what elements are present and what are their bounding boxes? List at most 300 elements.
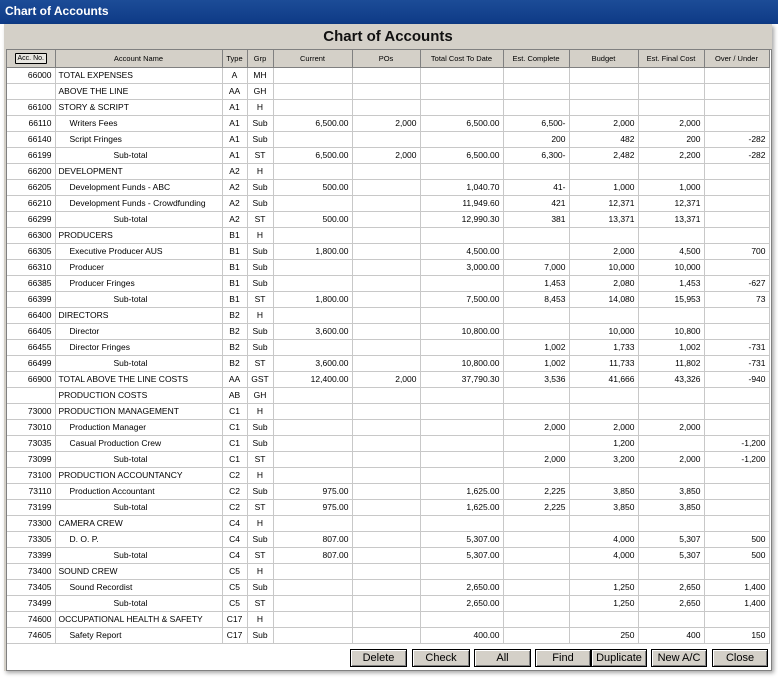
cell-total-cost-to-date[interactable] [420, 436, 503, 452]
cell-acc-no[interactable]: 73300 [7, 516, 55, 532]
cell-grp[interactable]: GH [247, 388, 273, 404]
cell-est-complete[interactable] [503, 308, 569, 324]
cell-est-final-cost[interactable]: 3,850 [638, 500, 704, 516]
cell-acc-no[interactable]: 73035 [7, 436, 55, 452]
cell-current[interactable] [273, 452, 352, 468]
cell-grp[interactable]: H [247, 164, 273, 180]
cell-total-cost-to-date[interactable] [420, 340, 503, 356]
cell-grp[interactable]: GST [247, 372, 273, 388]
cell-total-cost-to-date[interactable]: 1,040.70 [420, 180, 503, 196]
cell-account-name[interactable]: Sub-total [55, 148, 222, 164]
cell-grp[interactable]: ST [247, 548, 273, 564]
cell-est-complete[interactable]: 2,225 [503, 500, 569, 516]
cell-pos[interactable] [352, 516, 420, 532]
cell-account-name[interactable]: TOTAL ABOVE THE LINE COSTS [55, 372, 222, 388]
cell-est-final-cost[interactable] [638, 564, 704, 580]
cell-account-name[interactable]: Producer Fringes [55, 276, 222, 292]
cell-over-under[interactable] [704, 212, 769, 228]
cell-pos[interactable] [352, 452, 420, 468]
cell-account-name[interactable]: D. O. P. [55, 532, 222, 548]
cell-est-complete[interactable] [503, 548, 569, 564]
cell-account-name[interactable]: Sub-total [55, 452, 222, 468]
cell-est-final-cost[interactable]: 10,800 [638, 324, 704, 340]
cell-grp[interactable]: H [247, 564, 273, 580]
cell-total-cost-to-date[interactable]: 5,307.00 [420, 548, 503, 564]
cell-budget[interactable]: 2,482 [569, 148, 638, 164]
cell-budget[interactable] [569, 84, 638, 100]
cell-account-name[interactable]: Director Fringes [55, 340, 222, 356]
cell-account-name[interactable]: Production Accountant [55, 484, 222, 500]
cell-account-name[interactable]: Development Funds - Crowdfunding [55, 196, 222, 212]
cell-acc-no[interactable]: 66000 [7, 68, 55, 84]
cell-pos[interactable] [352, 548, 420, 564]
cell-budget[interactable]: 250 [569, 628, 638, 644]
cell-acc-no[interactable]: 73499 [7, 596, 55, 612]
cell-type[interactable]: A [222, 68, 247, 84]
cell-est-final-cost[interactable] [638, 68, 704, 84]
cell-est-complete[interactable] [503, 516, 569, 532]
cell-pos[interactable] [352, 84, 420, 100]
cell-current[interactable] [273, 100, 352, 116]
cell-total-cost-to-date[interactable]: 37,790.30 [420, 372, 503, 388]
cell-est-complete[interactable] [503, 628, 569, 644]
table-row[interactable] [7, 628, 769, 644]
cell-current[interactable]: 500.00 [273, 212, 352, 228]
cell-est-complete[interactable]: 1,002 [503, 356, 569, 372]
table-row[interactable] [7, 516, 769, 532]
cell-budget[interactable]: 2,000 [569, 420, 638, 436]
column-header-acc-no[interactable] [7, 50, 55, 68]
cell-over-under[interactable] [704, 484, 769, 500]
cell-acc-no[interactable]: 66399 [7, 292, 55, 308]
cell-total-cost-to-date[interactable] [420, 164, 503, 180]
cell-est-final-cost[interactable]: 43,326 [638, 372, 704, 388]
cell-account-name[interactable]: Director [55, 324, 222, 340]
cell-pos[interactable]: 2,000 [352, 148, 420, 164]
new-ac-button[interactable]: New A/C [651, 649, 707, 667]
cell-account-name[interactable]: Sub-total [55, 292, 222, 308]
cell-type[interactable]: C17 [222, 612, 247, 628]
cell-budget[interactable]: 3,200 [569, 452, 638, 468]
table-row[interactable] [7, 164, 769, 180]
delete-button[interactable]: Delete [350, 649, 407, 667]
cell-pos[interactable] [352, 356, 420, 372]
cell-over-under[interactable]: 1,400 [704, 596, 769, 612]
table-row[interactable] [7, 468, 769, 484]
cell-current[interactable]: 1,800.00 [273, 244, 352, 260]
cell-account-name[interactable]: Casual Production Crew [55, 436, 222, 452]
cell-grp[interactable]: Sub [247, 532, 273, 548]
cell-current[interactable] [273, 596, 352, 612]
cell-total-cost-to-date[interactable]: 4,500.00 [420, 244, 503, 260]
cell-grp[interactable]: H [247, 404, 273, 420]
cell-budget[interactable]: 3,850 [569, 484, 638, 500]
cell-type[interactable]: A1 [222, 116, 247, 132]
cell-account-name[interactable]: Development Funds - ABC [55, 180, 222, 196]
window-title-bar[interactable] [0, 0, 778, 24]
cell-total-cost-to-date[interactable]: 6,500.00 [420, 148, 503, 164]
cell-pos[interactable] [352, 580, 420, 596]
cell-total-cost-to-date[interactable] [420, 276, 503, 292]
cell-est-complete[interactable] [503, 468, 569, 484]
cell-est-final-cost[interactable] [638, 516, 704, 532]
cell-acc-no[interactable]: 66299 [7, 212, 55, 228]
cell-budget[interactable] [569, 468, 638, 484]
table-row[interactable] [7, 196, 769, 212]
cell-est-final-cost[interactable]: 13,371 [638, 212, 704, 228]
cell-current[interactable] [273, 420, 352, 436]
cell-account-name[interactable]: Sub-total [55, 356, 222, 372]
cell-grp[interactable]: H [247, 228, 273, 244]
cell-account-name[interactable]: Sub-total [55, 548, 222, 564]
cell-grp[interactable]: ST [247, 292, 273, 308]
cell-total-cost-to-date[interactable]: 3,000.00 [420, 260, 503, 276]
cell-budget[interactable]: 4,000 [569, 532, 638, 548]
table-row[interactable] [7, 340, 769, 356]
cell-grp[interactable]: ST [247, 148, 273, 164]
table-row[interactable] [7, 180, 769, 196]
cell-account-name[interactable]: PRODUCTION ACCOUNTANCY [55, 468, 222, 484]
cell-current[interactable] [273, 164, 352, 180]
cell-pos[interactable] [352, 196, 420, 212]
cell-over-under[interactable] [704, 420, 769, 436]
cell-grp[interactable]: H [247, 612, 273, 628]
cell-current[interactable] [273, 516, 352, 532]
column-header-over-under[interactable]: Over / Under [704, 50, 769, 68]
cell-over-under[interactable] [704, 468, 769, 484]
cell-over-under[interactable] [704, 612, 769, 628]
cell-current[interactable] [273, 388, 352, 404]
cell-type[interactable]: B1 [222, 228, 247, 244]
acc-no-sort-button[interactable]: Acc. No. [15, 53, 47, 64]
cell-acc-no[interactable]: 66210 [7, 196, 55, 212]
cell-over-under[interactable] [704, 228, 769, 244]
cell-current[interactable]: 6,500.00 [273, 148, 352, 164]
table-row[interactable] [7, 596, 769, 612]
cell-current[interactable]: 6,500.00 [273, 116, 352, 132]
table-row[interactable] [7, 612, 769, 628]
cell-est-final-cost[interactable]: 1,000 [638, 180, 704, 196]
cell-pos[interactable]: 2,000 [352, 116, 420, 132]
table-row[interactable] [7, 260, 769, 276]
cell-grp[interactable]: Sub [247, 244, 273, 260]
cell-current[interactable] [273, 628, 352, 644]
cell-budget[interactable]: 4,000 [569, 548, 638, 564]
cell-est-complete[interactable] [503, 228, 569, 244]
cell-type[interactable]: C4 [222, 548, 247, 564]
cell-over-under[interactable] [704, 196, 769, 212]
cell-est-complete[interactable] [503, 100, 569, 116]
cell-grp[interactable]: Sub [247, 324, 273, 340]
cell-acc-no[interactable]: 73405 [7, 580, 55, 596]
cell-acc-no[interactable]: 73305 [7, 532, 55, 548]
cell-pos[interactable] [352, 628, 420, 644]
cell-current[interactable]: 12,400.00 [273, 372, 352, 388]
cell-total-cost-to-date[interactable]: 2,650.00 [420, 580, 503, 596]
cell-budget[interactable]: 1,000 [569, 180, 638, 196]
cell-over-under[interactable]: 500 [704, 548, 769, 564]
cell-est-final-cost[interactable]: 400 [638, 628, 704, 644]
cell-budget[interactable]: 10,000 [569, 324, 638, 340]
cell-est-final-cost[interactable]: 10,000 [638, 260, 704, 276]
cell-acc-no[interactable]: 66300 [7, 228, 55, 244]
table-row[interactable] [7, 212, 769, 228]
table-row[interactable] [7, 148, 769, 164]
cell-est-complete[interactable] [503, 532, 569, 548]
column-header-pos[interactable]: POs [352, 50, 420, 68]
table-row[interactable] [7, 244, 769, 260]
cell-est-final-cost[interactable]: 5,307 [638, 548, 704, 564]
cell-pos[interactable] [352, 500, 420, 516]
cell-type[interactable]: B2 [222, 340, 247, 356]
cell-total-cost-to-date[interactable]: 7,500.00 [420, 292, 503, 308]
cell-est-complete[interactable]: 1,002 [503, 340, 569, 356]
column-header-est-complete[interactable]: Est. Complete [503, 50, 569, 68]
cell-type[interactable]: B1 [222, 260, 247, 276]
cell-acc-no[interactable]: 73400 [7, 564, 55, 580]
cell-account-name[interactable]: Sound Recordist [55, 580, 222, 596]
cell-pos[interactable] [352, 308, 420, 324]
cell-account-name[interactable]: CAMERA CREW [55, 516, 222, 532]
cell-total-cost-to-date[interactable] [420, 468, 503, 484]
cell-est-final-cost[interactable] [638, 612, 704, 628]
cell-est-complete[interactable] [503, 324, 569, 340]
cell-pos[interactable] [352, 100, 420, 116]
cell-total-cost-to-date[interactable] [420, 452, 503, 468]
cell-grp[interactable]: Sub [247, 196, 273, 212]
cell-pos[interactable] [352, 260, 420, 276]
cell-budget[interactable] [569, 164, 638, 180]
cell-total-cost-to-date[interactable]: 6,500.00 [420, 116, 503, 132]
cell-over-under[interactable] [704, 116, 769, 132]
column-header-type[interactable]: Type [222, 50, 247, 68]
cell-grp[interactable]: MH [247, 68, 273, 84]
cell-over-under[interactable]: -731 [704, 356, 769, 372]
cell-est-final-cost[interactable]: 11,802 [638, 356, 704, 372]
cell-acc-no[interactable]: 73199 [7, 500, 55, 516]
cell-est-complete[interactable]: 8,453 [503, 292, 569, 308]
table-row[interactable] [7, 532, 769, 548]
cell-est-complete[interactable] [503, 164, 569, 180]
cell-over-under[interactable] [704, 564, 769, 580]
cell-budget[interactable]: 10,000 [569, 260, 638, 276]
cell-est-final-cost[interactable]: 3,850 [638, 484, 704, 500]
table-row[interactable] [7, 292, 769, 308]
cell-est-complete[interactable]: 41- [503, 180, 569, 196]
cell-acc-no[interactable]: 73399 [7, 548, 55, 564]
cell-current[interactable]: 807.00 [273, 548, 352, 564]
cell-over-under[interactable] [704, 308, 769, 324]
cell-pos[interactable]: 2,000 [352, 372, 420, 388]
cell-type[interactable]: A2 [222, 180, 247, 196]
cell-est-complete[interactable]: 6,300- [503, 148, 569, 164]
cell-type[interactable]: B2 [222, 324, 247, 340]
cell-current[interactable] [273, 436, 352, 452]
cell-over-under[interactable] [704, 260, 769, 276]
cell-est-final-cost[interactable] [638, 404, 704, 420]
cell-type[interactable]: B2 [222, 308, 247, 324]
cell-grp[interactable]: Sub [247, 580, 273, 596]
table-row[interactable] [7, 276, 769, 292]
table-row[interactable] [7, 452, 769, 468]
cell-type[interactable]: AB [222, 388, 247, 404]
cell-over-under[interactable]: -1,200 [704, 452, 769, 468]
cell-over-under[interactable] [704, 164, 769, 180]
cell-total-cost-to-date[interactable] [420, 564, 503, 580]
table-row[interactable] [7, 500, 769, 516]
cell-budget[interactable] [569, 404, 638, 420]
cell-est-final-cost[interactable]: 2,200 [638, 148, 704, 164]
cell-type[interactable]: B1 [222, 276, 247, 292]
cell-total-cost-to-date[interactable]: 2,650.00 [420, 596, 503, 612]
cell-est-final-cost[interactable]: 2,650 [638, 580, 704, 596]
cell-type[interactable]: A2 [222, 164, 247, 180]
cell-type[interactable]: C1 [222, 436, 247, 452]
cell-over-under[interactable] [704, 500, 769, 516]
cell-acc-no[interactable]: 66455 [7, 340, 55, 356]
cell-type[interactable]: C17 [222, 628, 247, 644]
cell-grp[interactable]: Sub [247, 484, 273, 500]
cell-type[interactable]: A1 [222, 100, 247, 116]
cell-est-final-cost[interactable]: 2,650 [638, 596, 704, 612]
cell-pos[interactable] [352, 564, 420, 580]
table-row[interactable] [7, 564, 769, 580]
cell-budget[interactable]: 12,371 [569, 196, 638, 212]
cell-account-name[interactable]: Sub-total [55, 500, 222, 516]
cell-est-complete[interactable] [503, 580, 569, 596]
cell-type[interactable]: C1 [222, 420, 247, 436]
cell-est-complete[interactable]: 1,453 [503, 276, 569, 292]
cell-over-under[interactable]: -282 [704, 148, 769, 164]
cell-grp[interactable]: ST [247, 212, 273, 228]
cell-est-final-cost[interactable] [638, 436, 704, 452]
cell-acc-no[interactable] [7, 84, 55, 100]
cell-grp[interactable]: Sub [247, 340, 273, 356]
cell-budget[interactable]: 41,666 [569, 372, 638, 388]
table-row[interactable] [7, 308, 769, 324]
check-button[interactable]: Check [412, 649, 470, 667]
cell-total-cost-to-date[interactable]: 11,949.60 [420, 196, 503, 212]
duplicate-button[interactable]: Duplicate [591, 649, 647, 667]
cell-grp[interactable]: Sub [247, 276, 273, 292]
cell-budget[interactable]: 482 [569, 132, 638, 148]
cell-account-name[interactable]: Sub-total [55, 596, 222, 612]
cell-total-cost-to-date[interactable] [420, 516, 503, 532]
cell-grp[interactable]: H [247, 468, 273, 484]
close-button[interactable]: Close [712, 649, 768, 667]
cell-grp[interactable]: H [247, 308, 273, 324]
cell-type[interactable]: C4 [222, 532, 247, 548]
cell-acc-no[interactable]: 73100 [7, 468, 55, 484]
cell-acc-no[interactable]: 66499 [7, 356, 55, 372]
cell-pos[interactable] [352, 180, 420, 196]
cell-est-final-cost[interactable]: 2,000 [638, 116, 704, 132]
cell-type[interactable]: C1 [222, 404, 247, 420]
cell-grp[interactable]: ST [247, 596, 273, 612]
cell-pos[interactable] [352, 612, 420, 628]
table-row[interactable] [7, 116, 769, 132]
cell-budget[interactable]: 1,250 [569, 596, 638, 612]
cell-total-cost-to-date[interactable]: 12,990.30 [420, 212, 503, 228]
cell-current[interactable] [273, 132, 352, 148]
cell-total-cost-to-date[interactable]: 1,625.00 [420, 484, 503, 500]
cell-current[interactable] [273, 228, 352, 244]
cell-type[interactable]: C5 [222, 596, 247, 612]
cell-est-complete[interactable] [503, 68, 569, 84]
cell-budget[interactable] [569, 228, 638, 244]
cell-budget[interactable] [569, 564, 638, 580]
table-row[interactable] [7, 420, 769, 436]
cell-total-cost-to-date[interactable] [420, 68, 503, 84]
cell-est-complete[interactable]: 2,000 [503, 420, 569, 436]
cell-current[interactable]: 975.00 [273, 484, 352, 500]
cell-over-under[interactable]: -1,200 [704, 436, 769, 452]
cell-est-final-cost[interactable] [638, 84, 704, 100]
cell-current[interactable]: 3,600.00 [273, 356, 352, 372]
cell-pos[interactable] [352, 468, 420, 484]
cell-account-name[interactable]: ABOVE THE LINE [55, 84, 222, 100]
cell-account-name[interactable]: Safety Report [55, 628, 222, 644]
cell-type[interactable]: A2 [222, 196, 247, 212]
cell-total-cost-to-date[interactable] [420, 420, 503, 436]
cell-acc-no[interactable]: 66310 [7, 260, 55, 276]
cell-est-final-cost[interactable]: 200 [638, 132, 704, 148]
cell-acc-no[interactable]: 66400 [7, 308, 55, 324]
cell-acc-no[interactable]: 66305 [7, 244, 55, 260]
cell-current[interactable]: 975.00 [273, 500, 352, 516]
cell-pos[interactable] [352, 276, 420, 292]
table-row[interactable] [7, 228, 769, 244]
cell-over-under[interactable] [704, 180, 769, 196]
cell-over-under[interactable]: -282 [704, 132, 769, 148]
cell-est-complete[interactable] [503, 596, 569, 612]
table-row[interactable] [7, 324, 769, 340]
cell-pos[interactable] [352, 484, 420, 500]
cell-budget[interactable]: 3,850 [569, 500, 638, 516]
cell-grp[interactable]: Sub [247, 628, 273, 644]
column-header-account-name[interactable]: Account Name [55, 50, 222, 68]
cell-grp[interactable]: H [247, 100, 273, 116]
table-row[interactable] [7, 484, 769, 500]
cell-budget[interactable] [569, 388, 638, 404]
cell-type[interactable]: A1 [222, 132, 247, 148]
cell-acc-no[interactable]: 66205 [7, 180, 55, 196]
cell-pos[interactable] [352, 244, 420, 260]
cell-est-complete[interactable] [503, 404, 569, 420]
cell-grp[interactable]: Sub [247, 116, 273, 132]
cell-current[interactable]: 3,600.00 [273, 324, 352, 340]
cell-account-name[interactable]: TOTAL EXPENSES [55, 68, 222, 84]
cell-account-name[interactable]: DIRECTORS [55, 308, 222, 324]
cell-grp[interactable]: ST [247, 500, 273, 516]
cell-over-under[interactable] [704, 100, 769, 116]
all-button[interactable]: All [474, 649, 531, 667]
cell-acc-no[interactable]: 66199 [7, 148, 55, 164]
cell-over-under[interactable]: -627 [704, 276, 769, 292]
cell-budget[interactable]: 2,000 [569, 244, 638, 260]
cell-account-name[interactable]: STORY & SCRIPT [55, 100, 222, 116]
cell-over-under[interactable]: 1,400 [704, 580, 769, 596]
cell-type[interactable]: AA [222, 372, 247, 388]
cell-grp[interactable]: ST [247, 452, 273, 468]
cell-account-name[interactable]: Production Manager [55, 420, 222, 436]
cell-est-complete[interactable] [503, 612, 569, 628]
cell-pos[interactable] [352, 292, 420, 308]
cell-total-cost-to-date[interactable]: 1,625.00 [420, 500, 503, 516]
column-header-budget[interactable]: Budget [569, 50, 638, 68]
cell-current[interactable] [273, 612, 352, 628]
cell-pos[interactable] [352, 324, 420, 340]
